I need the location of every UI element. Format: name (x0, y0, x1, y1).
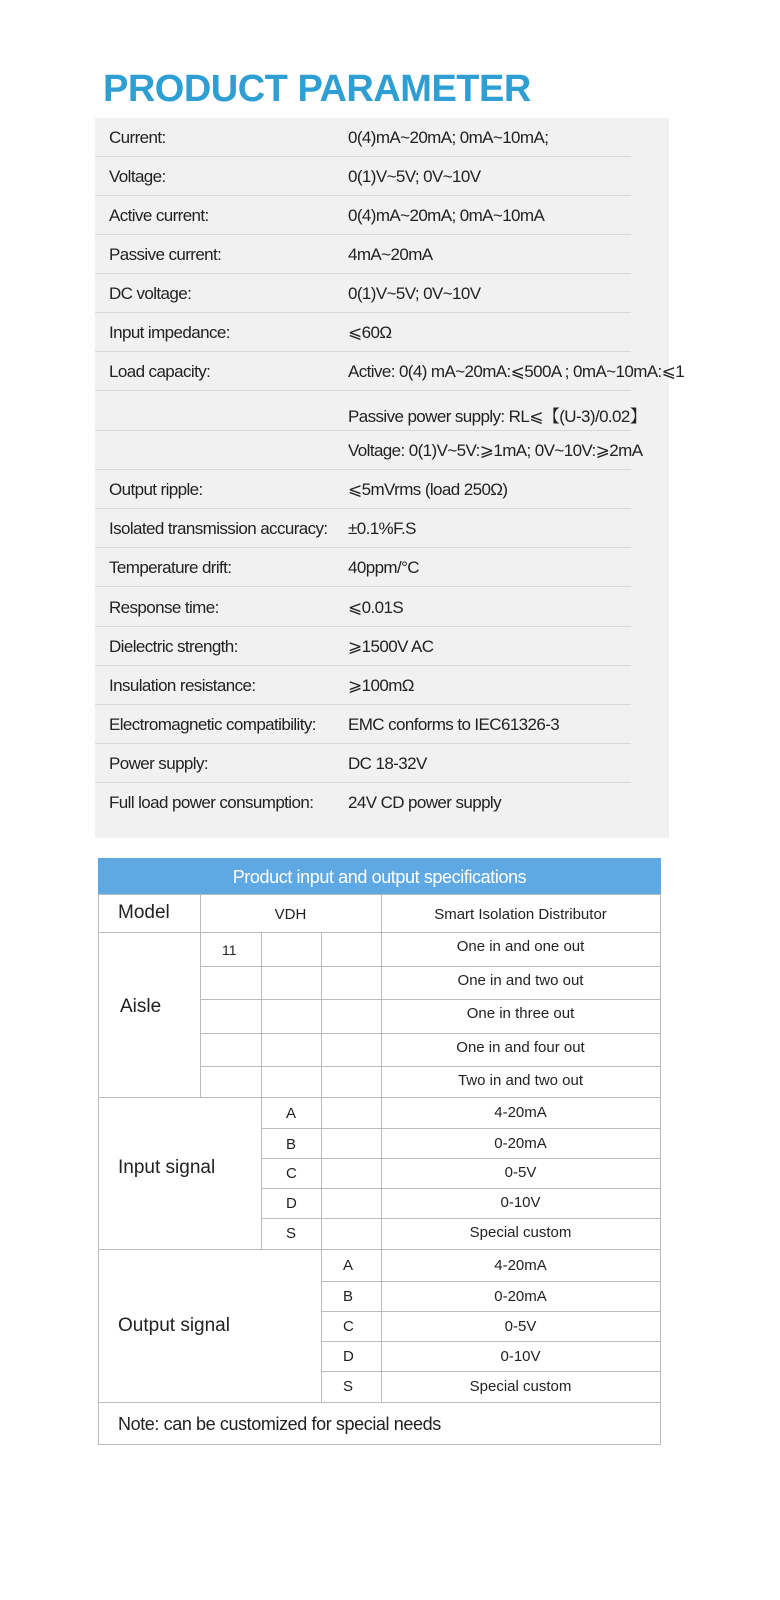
input-code: A (286, 1105, 297, 1122)
grid-line (321, 1281, 661, 1282)
parameter-label: Electromagnetic compatibility: (109, 715, 316, 734)
parameter-row (95, 118, 669, 157)
row-divider (95, 390, 631, 391)
grid-line (200, 894, 201, 1097)
grid-line (98, 1444, 661, 1445)
aisle-code: 11 (222, 942, 237, 958)
aisle-option: One in and one out (456, 938, 585, 955)
grid-line (98, 932, 661, 933)
parameter-value: 4mA~20mA (348, 245, 433, 264)
parameter-label: Insulation resistance: (109, 676, 256, 695)
spec-header: Product input and output specifications (98, 858, 661, 894)
input-option: 0-10V (500, 1194, 541, 1211)
model-description: Smart Isolation Distributor (434, 906, 607, 923)
parameter-value: 0(4)mA~20mA; 0mA~10mA; (348, 128, 549, 147)
output-option: 0-5V (504, 1318, 537, 1335)
input-signal-label: Input signal (118, 1157, 216, 1178)
grid-line (200, 966, 661, 967)
parameter-label: Active current: (109, 206, 209, 225)
spec-table (98, 858, 661, 1445)
input-code: B (286, 1136, 297, 1153)
parameter-label: Current: (109, 128, 166, 147)
parameter-value: Voltage: 0(1)V~5V:⩾1mA; 0V~10V:⩾2mA (348, 441, 643, 460)
parameter-row (95, 235, 669, 274)
output-signal-label: Output signal (118, 1315, 230, 1336)
grid-line (660, 894, 661, 1445)
parameter-value: ±0.1%F.S (348, 519, 416, 538)
model-label: Model (118, 902, 170, 923)
grid-line (98, 1402, 661, 1403)
parameter-row (95, 588, 669, 627)
grid-line (321, 932, 322, 1402)
input-code: D (286, 1195, 297, 1212)
parameter-label: Dielectric strength: (109, 637, 238, 656)
grid-line (98, 894, 661, 895)
parameter-row (95, 548, 669, 587)
parameter-label: Passive current: (109, 245, 222, 264)
parameter-value: ⩽0.01S (348, 598, 404, 617)
parameter-row (95, 313, 669, 352)
parameter-value: ⩽5mVrms (load 250Ω) (348, 480, 508, 499)
parameter-row (95, 783, 669, 822)
parameter-value: Active: 0(4) mA~20mA:⩽500A ; 0mA~10mA:⩽1 (348, 362, 685, 381)
parameter-label: Voltage: (109, 167, 166, 186)
parameter-value: ⩾1500V AC (348, 637, 434, 656)
parameter-row (95, 705, 669, 744)
note-text: Note: can be customized for special needs (118, 1414, 441, 1434)
parameter-row (95, 744, 669, 783)
parameter-label: Output ripple: (109, 480, 203, 499)
parameter-table (95, 118, 685, 838)
parameter-value: ⩽60Ω (348, 323, 392, 342)
aisle-label: Aisle (120, 996, 162, 1017)
aisle-option: One in and four out (456, 1039, 585, 1056)
aisle-option: One in and two out (457, 972, 584, 989)
parameter-label: Input impedance: (109, 323, 230, 342)
parameter-row (95, 196, 669, 235)
output-code: A (343, 1257, 354, 1274)
grid-line (321, 1311, 661, 1312)
aisle-option: Two in and two out (457, 1072, 584, 1089)
parameter-label: Power supply: (109, 754, 208, 773)
model-code: VDH (274, 906, 307, 923)
grid-line (98, 1249, 661, 1250)
parameter-value: 40ppm/°C (348, 558, 419, 577)
input-option: 0-5V (504, 1164, 537, 1181)
output-code: C (343, 1318, 354, 1335)
parameter-label: Full load power consumption: (109, 793, 314, 812)
parameter-label: Isolated transmission accuracy: (109, 519, 328, 538)
parameter-label: Load capacity: (109, 362, 211, 381)
grid-line (321, 1371, 661, 1372)
parameter-row (95, 470, 669, 509)
grid-line (200, 1066, 661, 1067)
parameter-label: Response time: (109, 598, 219, 617)
output-option: 4-20mA (494, 1257, 547, 1274)
parameter-row (95, 274, 669, 313)
parameter-value: Passive power supply: RL⩽【(U-3)/0.02】 (348, 407, 647, 426)
parameter-row (95, 509, 669, 548)
output-code: S (343, 1378, 354, 1395)
aisle-option: One in three out (466, 1005, 575, 1022)
grid-line (200, 1033, 661, 1034)
parameter-row (95, 352, 685, 391)
grid-line (98, 1097, 661, 1098)
parameter-row (95, 431, 669, 470)
parameter-value: 24V CD power supply (348, 793, 502, 812)
parameter-row (95, 392, 669, 431)
output-option: 0-10V (500, 1348, 541, 1365)
parameter-row (95, 666, 669, 705)
output-code: D (343, 1348, 354, 1365)
parameter-row (95, 157, 669, 196)
parameter-value: 0(1)V~5V; 0V~10V (348, 284, 481, 303)
input-code: S (286, 1225, 297, 1242)
output-option: 0-20mA (494, 1288, 547, 1305)
input-option: Special custom (469, 1224, 572, 1241)
parameter-label: Temperature drift: (109, 558, 232, 577)
output-code: B (343, 1288, 354, 1305)
parameter-label: DC voltage: (109, 284, 192, 303)
parameter-value: 0(4)mA~20mA; 0mA~10mA (348, 206, 545, 225)
grid-line (261, 932, 262, 1249)
grid-line (200, 999, 661, 1000)
grid-line (98, 894, 99, 1445)
row-divider (95, 586, 631, 587)
parameter-value: DC 18-32V (348, 754, 427, 773)
parameter-row (95, 627, 669, 666)
input-option: 0-20mA (494, 1135, 547, 1152)
output-option: Special custom (469, 1378, 572, 1395)
parameter-value: EMC conforms to IEC61326-3 (348, 715, 560, 734)
parameter-value: ⩾100mΩ (348, 676, 414, 695)
parameter-value: 0(1)V~5V; 0V~10V (348, 167, 481, 186)
grid-line (321, 1341, 661, 1342)
input-code: C (286, 1165, 297, 1182)
page-title: PRODUCT PARAMETER (103, 68, 531, 110)
input-option: 4-20mA (494, 1104, 547, 1121)
